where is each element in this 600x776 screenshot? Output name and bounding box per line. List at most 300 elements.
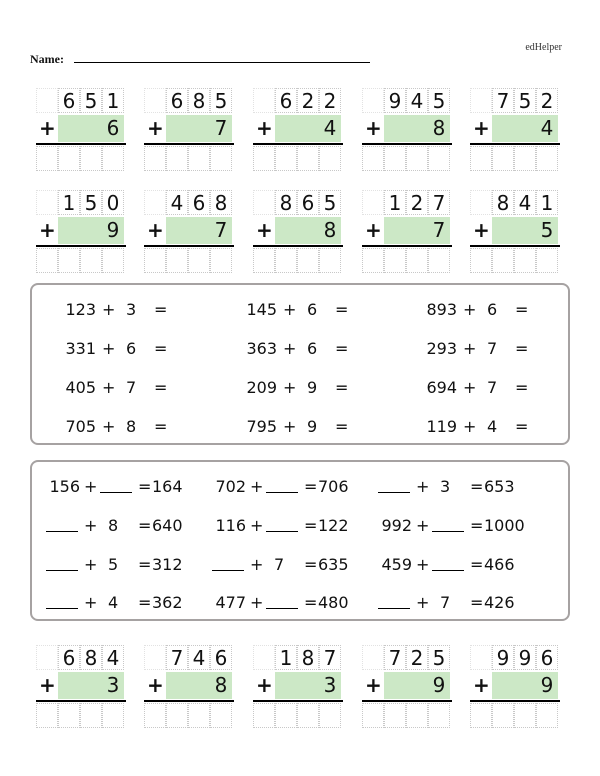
missing-addend-equation [46,555,206,575]
horizontal-equation [46,339,196,359]
horizontal-equation [407,339,557,359]
equals-sign: = [470,555,484,574]
answer-cell[interactable] [428,703,450,728]
vertical-problem [36,190,126,270]
answer-cell[interactable] [514,248,536,273]
top-digit: 9 [384,88,406,113]
plus-sign: + [256,673,273,697]
addend-a: 145 [246,300,277,319]
answer-cell[interactable] [384,146,406,171]
blank-answer[interactable] [266,516,298,532]
answer-cell[interactable] [36,248,58,273]
addend-b: 7 [440,593,451,612]
answer-cell[interactable] [406,703,428,728]
empty-cell [253,645,275,670]
blank-answer[interactable] [378,593,410,609]
answer-cell[interactable] [144,703,166,728]
sum: 164 [152,477,183,496]
top-digit: 6 [210,645,232,670]
answer-cell[interactable] [166,146,188,171]
answer-cell[interactable] [492,248,514,273]
answer-cell[interactable] [536,703,558,728]
missing-addend-equation [46,477,206,497]
top-digit: 1 [536,190,558,215]
addend-a: 893 [426,300,457,319]
horizontal-equation [407,378,557,398]
plus-sign: + [416,555,430,574]
answer-cell[interactable] [514,703,536,728]
addend-b: 7 [487,378,498,397]
top-digit: 4 [166,190,188,215]
sum-rule [144,143,234,145]
blank-answer[interactable] [46,593,78,609]
horizontal-equation [227,300,377,320]
top-digit: 8 [210,190,232,215]
top-digit: 4 [406,88,428,113]
top-digit: 7 [166,645,188,670]
top-digit: 1 [275,645,297,670]
equals-sign: = [138,593,152,612]
addend-b: 9 [307,378,318,397]
answer-cell[interactable] [319,248,341,273]
answer-cell[interactable] [514,146,536,171]
answer-cell[interactable] [253,248,275,273]
top-digit: 6 [188,190,210,215]
empty-cell [144,190,166,215]
top-digit: 9 [514,645,536,670]
horizontal-equation [46,378,196,398]
answer-cell[interactable] [362,703,384,728]
missing-addend-equation [378,516,538,536]
vertical-problem [362,190,452,270]
addend-a: 119 [426,417,457,436]
empty-cell [470,88,492,113]
vertical-problem [470,645,560,725]
answer-cell[interactable] [275,248,297,273]
blank-answer[interactable] [212,555,244,571]
answer-cell[interactable] [319,703,341,728]
equals-sign: = [335,378,349,397]
vertical-problem [253,190,343,270]
plus-sign: + [39,116,56,140]
vertical-problem [36,88,126,168]
plus-sign: + [365,218,382,242]
plus-sign: + [250,593,264,612]
answer-cell[interactable] [297,248,319,273]
sum-rule [362,245,452,247]
answer-cell[interactable] [470,146,492,171]
addend-a: 156 [49,477,80,496]
answer-cell[interactable] [80,703,102,728]
answer-cell[interactable] [188,248,210,273]
equals-sign: = [154,417,168,436]
equals-sign: = [138,555,152,574]
addend-b: 4 [108,593,119,612]
top-digit: 6 [58,88,80,113]
vertical-problem [362,88,452,168]
answer-cell[interactable] [210,248,232,273]
top-digit: 2 [319,88,341,113]
top-digit: 9 [492,645,514,670]
answer-cell[interactable] [384,703,406,728]
vertical-problem [144,88,234,168]
plus-sign: + [416,593,430,612]
plus-sign: + [147,116,164,140]
plus-sign: + [283,339,297,358]
addend-a: 405 [65,378,96,397]
addend-digit: 9 [432,673,446,697]
addend-digit: 6 [106,116,120,140]
blank-answer[interactable] [266,593,298,609]
top-digit: 8 [492,190,514,215]
empty-cell [36,88,58,113]
blank-answer[interactable] [266,477,298,493]
equals-sign: = [138,477,152,496]
horizontal-equation [46,417,196,437]
top-digit: 5 [80,88,102,113]
sum: 426 [484,593,515,612]
addend-digit: 8 [214,673,228,697]
addend-b: 5 [108,555,119,574]
answer-cell[interactable] [58,146,80,171]
empty-cell [362,88,384,113]
vertical-problem [253,88,343,168]
answer-cell[interactable] [36,703,58,728]
plus-sign: + [463,417,477,436]
empty-cell [36,190,58,215]
addend-a: 363 [246,339,277,358]
answer-cell[interactable] [275,703,297,728]
addend-a: 123 [65,300,96,319]
top-digit: 4 [514,190,536,215]
plus-sign: + [473,218,490,242]
blank-answer[interactable] [432,555,464,571]
sum: 466 [484,555,515,574]
top-digit: 8 [80,645,102,670]
horizontal-equation [407,417,557,437]
top-digit: 5 [210,88,232,113]
plus-sign: + [473,116,490,140]
name-label: Name: [30,52,64,66]
addend-a: 209 [246,378,277,397]
addend-b: 7 [274,555,285,574]
missing-addend-equation [46,593,206,613]
plus-sign: + [463,378,477,397]
answer-cell[interactable] [144,146,166,171]
equals-sign: = [304,477,318,496]
answer-cell[interactable] [58,248,80,273]
addend-digit: 4 [540,116,554,140]
missing-addend-box [30,460,570,621]
blank-answer[interactable] [46,555,78,571]
horizontal-equation [407,300,557,320]
answer-cell[interactable] [362,248,384,273]
addend-b: 7 [126,378,137,397]
addend-b: 6 [307,300,318,319]
sum-rule [362,143,452,145]
horizontal-equation [227,339,377,359]
top-digit: 4 [102,645,124,670]
answer-cell[interactable] [166,248,188,273]
addend-digit: 7 [214,218,228,242]
plus-sign: + [84,477,98,496]
vertical-problem [36,645,126,725]
answer-cell[interactable] [428,248,450,273]
top-digit: 7 [428,190,450,215]
plus-sign: + [416,516,430,535]
answer-cell[interactable] [319,146,341,171]
sum-rule [36,700,126,702]
answer-cell[interactable] [470,703,492,728]
answer-cell[interactable] [428,146,450,171]
top-digit: 6 [58,645,80,670]
sum-rule [144,245,234,247]
plus-sign: + [256,116,273,140]
addend-a: 116 [215,516,246,535]
addend-b: 9 [307,417,318,436]
answer-cell[interactable] [492,146,514,171]
top-digit: 1 [58,190,80,215]
addend-a: 477 [215,593,246,612]
brand-label: edHelper [525,42,562,53]
top-digit: 6 [275,88,297,113]
missing-addend-equation [46,516,206,536]
plus-sign: + [250,477,264,496]
addend-b: 6 [487,300,498,319]
addend-digit: 8 [323,218,337,242]
plus-sign: + [473,673,490,697]
answer-cell[interactable] [406,146,428,171]
top-digit: 7 [319,645,341,670]
missing-addend-equation [378,477,538,497]
addend-b: 3 [440,477,451,496]
vertical-problem [470,190,560,270]
addend-digit: 5 [540,218,554,242]
addend-b: 4 [487,417,498,436]
top-digit: 8 [275,190,297,215]
answer-cell[interactable] [58,703,80,728]
missing-addend-equation [378,555,538,575]
plus-sign: + [463,339,477,358]
plus-sign: + [102,339,116,358]
equals-sign: = [515,378,529,397]
answer-cell[interactable] [253,703,275,728]
empty-cell [144,88,166,113]
addend-digit: 9 [540,673,554,697]
missing-addend-equation [378,593,538,613]
addend-a: 459 [381,555,412,574]
sum: 635 [318,555,349,574]
equals-sign: = [138,516,152,535]
addend-a: 705 [65,417,96,436]
addend-b: 6 [126,339,137,358]
plus-sign: + [365,116,382,140]
answer-cell[interactable] [210,146,232,171]
sum: 640 [152,516,183,535]
plus-sign: + [256,218,273,242]
answer-cell[interactable] [36,146,58,171]
top-digit: 6 [536,645,558,670]
equals-sign: = [335,339,349,358]
addend-a: 293 [426,339,457,358]
answer-cell[interactable] [102,248,124,273]
missing-addend-equation [212,555,372,575]
top-digit: 2 [406,645,428,670]
addend-b: 8 [108,516,119,535]
plus-sign: + [250,516,264,535]
sum: 122 [318,516,349,535]
sum: 312 [152,555,183,574]
top-digit: 6 [166,88,188,113]
vertical-problem [144,645,234,725]
empty-cell [470,190,492,215]
blank-answer[interactable] [378,477,410,493]
name-input-line[interactable] [74,62,370,63]
plus-sign: + [463,300,477,319]
addend-b: 8 [126,417,137,436]
answer-cell[interactable] [144,248,166,273]
missing-addend-equation [212,477,372,497]
top-digit: 1 [384,190,406,215]
plus-sign: + [102,300,116,319]
empty-cell [253,190,275,215]
answer-cell[interactable] [275,146,297,171]
addend-digit: 3 [323,673,337,697]
addend-digit: 4 [323,116,337,140]
plus-sign: + [84,593,98,612]
sum-rule [253,245,343,247]
sum-rule [36,245,126,247]
equals-sign: = [304,516,318,535]
answer-cell[interactable] [210,703,232,728]
horizontal-equation [227,378,377,398]
addend-digit: 3 [106,673,120,697]
sum-rule [362,700,452,702]
equals-sign: = [515,339,529,358]
top-digit: 8 [188,88,210,113]
equals-sign: = [154,300,168,319]
plus-sign: + [84,516,98,535]
horizontal-problems-box [30,283,570,445]
answer-cell[interactable] [297,703,319,728]
top-digit: 6 [297,190,319,215]
plus-sign: + [283,300,297,319]
sum: 480 [318,593,349,612]
sum-rule [470,700,560,702]
equals-sign: = [335,300,349,319]
sum: 1000 [484,516,525,535]
sum-rule [253,143,343,145]
answer-cell[interactable] [297,146,319,171]
empty-cell [144,645,166,670]
plus-sign: + [84,555,98,574]
top-digit: 2 [297,88,319,113]
answer-cell[interactable] [492,703,514,728]
answer-cell[interactable] [406,248,428,273]
top-digit: 5 [428,88,450,113]
vertical-problem [144,190,234,270]
plus-sign: + [39,673,56,697]
sum: 706 [318,477,349,496]
answer-cell[interactable] [166,703,188,728]
addend-digit: 7 [432,218,446,242]
equals-sign: = [335,417,349,436]
sum-rule [36,143,126,145]
top-digit: 2 [406,190,428,215]
answer-cell[interactable] [253,146,275,171]
equals-sign: = [470,593,484,612]
addend-b: 3 [126,300,137,319]
blank-answer[interactable] [432,516,464,532]
top-digit: 5 [514,88,536,113]
equals-sign: = [515,300,529,319]
equals-sign: = [154,378,168,397]
answer-cell[interactable] [362,146,384,171]
addend-a: 702 [215,477,246,496]
answer-cell[interactable] [536,146,558,171]
plus-sign: + [365,673,382,697]
top-digit: 2 [536,88,558,113]
plus-sign: + [250,555,264,574]
empty-cell [36,645,58,670]
plus-sign: + [147,218,164,242]
addend-a: 795 [246,417,277,436]
sum: 362 [152,593,183,612]
vertical-problem [470,88,560,168]
blank-answer[interactable] [46,516,78,532]
equals-sign: = [304,555,318,574]
vertical-problem [362,645,452,725]
answer-cell[interactable] [188,703,210,728]
top-digit: 4 [188,645,210,670]
empty-cell [362,645,384,670]
blank-answer[interactable] [100,477,132,493]
answer-cell[interactable] [80,248,102,273]
answer-cell[interactable] [102,703,124,728]
equals-sign: = [154,339,168,358]
top-digit: 5 [428,645,450,670]
top-digit: 5 [319,190,341,215]
top-digit: 1 [102,88,124,113]
addend-a: 992 [381,516,412,535]
answer-cell[interactable] [536,248,558,273]
answer-cell[interactable] [188,146,210,171]
addend-a: 694 [426,378,457,397]
answer-cell[interactable] [102,146,124,171]
equals-sign: = [515,417,529,436]
top-digit: 8 [297,645,319,670]
answer-cell[interactable] [80,146,102,171]
equals-sign: = [470,516,484,535]
top-digit: 0 [102,190,124,215]
sum-rule [470,143,560,145]
empty-cell [470,645,492,670]
sum-rule [253,700,343,702]
top-digit: 5 [80,190,102,215]
answer-cell[interactable] [470,248,492,273]
addend-b: 7 [487,339,498,358]
missing-addend-equation [212,593,372,613]
empty-cell [362,190,384,215]
plus-sign: + [102,378,116,397]
plus-sign: + [39,218,56,242]
answer-cell[interactable] [384,248,406,273]
missing-addend-equation [212,516,372,536]
addend-digit: 9 [106,218,120,242]
addend-digit: 7 [214,116,228,140]
top-digit: 7 [384,645,406,670]
addend-digit: 8 [432,116,446,140]
